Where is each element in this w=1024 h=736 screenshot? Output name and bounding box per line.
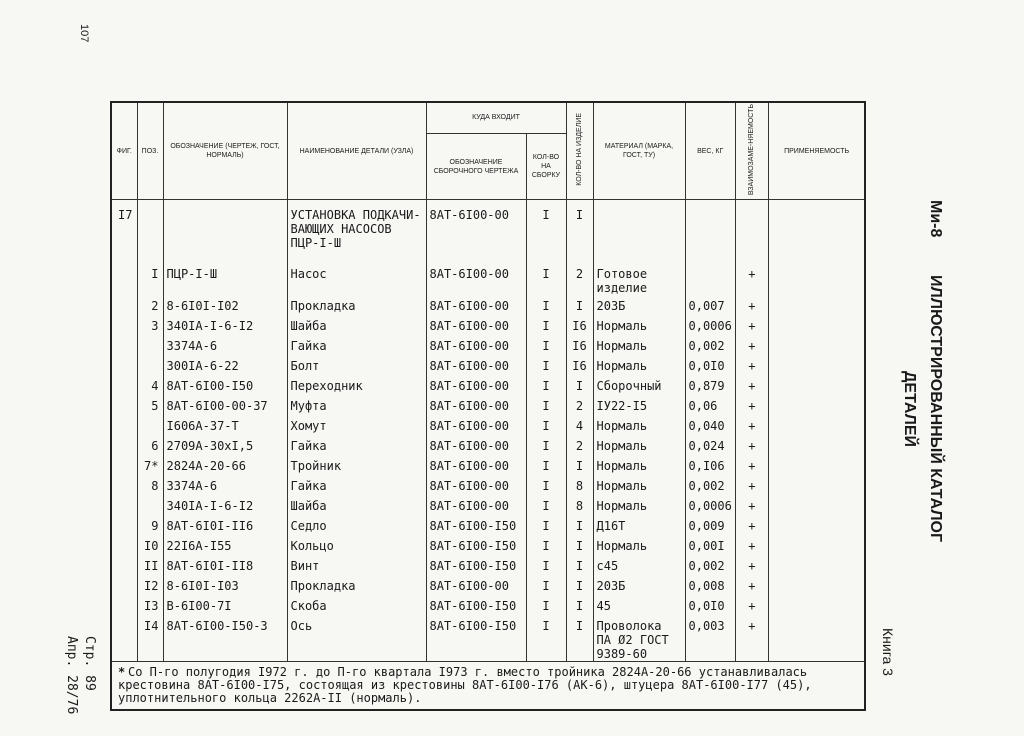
cell-weight: 0,040 xyxy=(685,417,735,437)
cell-applicability xyxy=(768,297,865,317)
cell-pos: 2 xyxy=(137,297,163,317)
page-number: 107 xyxy=(78,24,90,43)
cell-assembly: 8АТ-6I00-00 xyxy=(426,297,526,317)
cell-designation: 8-6I0I-I02 xyxy=(163,297,287,317)
parts-table xyxy=(110,101,866,711)
cell-pos: II xyxy=(137,557,163,577)
cell-qty-product: 4 xyxy=(566,417,593,437)
cell-pos: I2 xyxy=(137,577,163,597)
cell-material: Нормаль xyxy=(593,337,685,357)
cell-interchange: + xyxy=(735,417,768,437)
cell-qty-product: I6 xyxy=(566,337,593,357)
table-row xyxy=(111,577,865,597)
cell-interchange: + xyxy=(735,557,768,577)
cell-material: с45 xyxy=(593,557,685,577)
table-row xyxy=(111,457,865,477)
cell-qty-assembly: I xyxy=(526,597,566,617)
cell-qty-product: I6 xyxy=(566,357,593,377)
cell-designation: 8АТ-6I0I-II8 xyxy=(163,557,287,577)
cell-pos xyxy=(137,497,163,517)
cell-pos: 9 xyxy=(137,517,163,537)
table-row xyxy=(111,617,865,662)
cell-fig xyxy=(111,297,137,317)
footnote-mark: * xyxy=(118,665,126,680)
cell-interchange: + xyxy=(735,337,768,357)
cell-name: Седло xyxy=(287,517,426,537)
cell-assembly: 8АТ-6I00-00 xyxy=(426,265,526,297)
cell-assembly: 8АТ-6I00-00 xyxy=(426,317,526,337)
cell-name: Винт xyxy=(287,557,426,577)
cell-fig xyxy=(111,517,137,537)
cell-interchange: + xyxy=(735,437,768,457)
cell-name: Хомут xyxy=(287,417,426,437)
cell-material: Нормаль xyxy=(593,497,685,517)
header-interchange-label: ВЗАИМОЗАМЕ-НЯЕМОСТЬ xyxy=(748,104,756,196)
cell-applicability xyxy=(768,437,865,457)
cell-interchange: + xyxy=(735,517,768,537)
cell-assembly: 8АТ-6I00-00 xyxy=(426,397,526,417)
table-row xyxy=(111,377,865,397)
header-name: НАИМЕНОВАНИЕ ДЕТАЛИ (УЗЛА) xyxy=(287,102,426,200)
cell-weight: 0,00I xyxy=(685,537,735,557)
cell-qty-product: I xyxy=(566,617,593,662)
cell-pos: I xyxy=(137,265,163,297)
book-label: Книга 3 xyxy=(880,628,896,676)
cell-qty-assembly: I xyxy=(526,537,566,557)
cell-interchange: + xyxy=(735,477,768,497)
header-where-used: КУДА ВХОДИТ xyxy=(426,102,566,133)
table-row xyxy=(111,477,865,497)
side-title xyxy=(896,200,948,580)
header-interchange xyxy=(735,102,768,200)
cell-interchange: + xyxy=(735,577,768,597)
table-row xyxy=(111,557,865,577)
cell-name: Скоба xyxy=(287,597,426,617)
cell-weight: 0,0006 xyxy=(685,497,735,517)
cell-material: Д16Т xyxy=(593,517,685,537)
cell-interchange: + xyxy=(735,537,768,557)
cell-designation: ПЦР-I-Ш xyxy=(163,265,287,297)
cell-designation: 3374А-6 xyxy=(163,337,287,357)
cell-designation: 3374А-6 xyxy=(163,477,287,497)
table-row xyxy=(111,317,865,337)
cell-name: Шайба xyxy=(287,317,426,337)
header-weight: ВЕС, КГ xyxy=(685,102,735,200)
cell-qty-product: I6 xyxy=(566,317,593,337)
cell-fig xyxy=(111,377,137,397)
cell-applicability xyxy=(768,357,865,377)
cell-qty-product: I xyxy=(566,557,593,577)
cell-fig xyxy=(111,437,137,457)
cell-weight: 0,003 xyxy=(685,617,735,662)
cell-fig xyxy=(111,457,137,477)
cell-designation: 22I6А-I55 xyxy=(163,537,287,557)
cell-interchange: + xyxy=(735,457,768,477)
cell-applicability xyxy=(768,397,865,417)
cell-interchange: + xyxy=(735,265,768,297)
cell-material: 45 xyxy=(593,597,685,617)
cell-weight: 0,002 xyxy=(685,477,735,497)
cell-name: Гайка xyxy=(287,337,426,357)
cell-qty-product: I xyxy=(566,297,593,317)
cell-fig xyxy=(111,417,137,437)
cell-name: Тройник xyxy=(287,457,426,477)
cell-qty-assembly: I xyxy=(526,377,566,397)
cell-assembly: 8АТ-6I00-00 xyxy=(426,417,526,437)
cell-fig xyxy=(111,477,137,497)
cell-interchange: + xyxy=(735,357,768,377)
cell-qty-assembly: I xyxy=(526,297,566,317)
cell-pos xyxy=(137,417,163,437)
table-row xyxy=(111,265,865,297)
cell-interchange xyxy=(735,200,768,266)
cell-qty-assembly: I xyxy=(526,557,566,577)
table-row xyxy=(111,437,865,457)
footnote-text: Со П-го полугодия I972 г. до П-го квартала I973 г. вместо тройника 2824А-20-66 устанавливалась крестовина 8АТ-6I00-I75, состоящая из крестовины 8АТ-6I00-I76 (АК-6), штуцера 8АТ-6I00-I77 (45), уплотнительного кольца 2262А-II (нормаль). xyxy=(118,665,812,706)
cell-weight: 0,002 xyxy=(685,557,735,577)
table-row xyxy=(111,497,865,517)
cell-name: Прокладка xyxy=(287,297,426,317)
cell-pos xyxy=(137,200,163,266)
cell-weight: 0,002 xyxy=(685,337,735,357)
header-fig: ФИГ. xyxy=(111,102,137,200)
side-title-catalog: ИЛЛЮСТРИРОВАННЫЙ КАТАЛОГ ДЕТАЛЕЙ xyxy=(901,275,944,543)
cell-assembly: 8АТ-6I00-00 xyxy=(426,457,526,477)
cell-assembly: 8АТ-6I00-I50 xyxy=(426,517,526,537)
cell-pos: I3 xyxy=(137,597,163,617)
cell-applicability xyxy=(768,517,865,537)
cell-applicability xyxy=(768,457,865,477)
cell-weight: 0,007 xyxy=(685,297,735,317)
cell-qty-assembly: I xyxy=(526,357,566,377)
cell-qty-assembly: I xyxy=(526,317,566,337)
header-pos: ПОЗ. xyxy=(137,102,163,200)
footnote xyxy=(111,662,865,711)
cell-designation: 2824А-20-66 xyxy=(163,457,287,477)
cell-applicability xyxy=(768,417,865,437)
cell-applicability xyxy=(768,265,865,297)
table-row xyxy=(111,597,865,617)
cell-qty-assembly: I xyxy=(526,265,566,297)
cell-fig xyxy=(111,265,137,297)
table-row xyxy=(111,537,865,557)
cell-material: Сборочный xyxy=(593,377,685,397)
cell-name: УСТАНОВКА ПОДКАЧИ-ВАЮЩИХ НАСОСОВ ПЦР-I-Ш xyxy=(287,200,426,266)
cell-interchange: + xyxy=(735,397,768,417)
cell-qty-assembly: I xyxy=(526,517,566,537)
cell-fig: I7 xyxy=(111,200,137,266)
cell-pos xyxy=(137,337,163,357)
footnote-row xyxy=(111,662,865,711)
cell-designation: 300IА-6-22 xyxy=(163,357,287,377)
cell-designation: 8АТ-6I00-I50 xyxy=(163,377,287,397)
cell-assembly: 8АТ-6I00-I50 xyxy=(426,537,526,557)
cell-qty-product: I xyxy=(566,377,593,397)
cell-weight: 0,024 xyxy=(685,437,735,457)
cell-name: Насос xyxy=(287,265,426,297)
cell-applicability xyxy=(768,617,865,662)
parts-table-body xyxy=(111,200,865,711)
cell-applicability xyxy=(768,597,865,617)
cell-applicability xyxy=(768,477,865,497)
cell-assembly: 8АТ-6I00-00 xyxy=(426,377,526,397)
cell-pos: 6 xyxy=(137,437,163,457)
cell-qty-assembly: I xyxy=(526,200,566,266)
cell-name: Ось xyxy=(287,617,426,662)
cell-applicability xyxy=(768,497,865,517)
cell-material: Проволока ПА Ø2 ГОСТ 9389-60 xyxy=(593,617,685,662)
page-ref-date: Апр. 28/76 xyxy=(64,636,79,715)
cell-applicability xyxy=(768,577,865,597)
cell-qty-assembly: I xyxy=(526,417,566,437)
cell-pos: I0 xyxy=(137,537,163,557)
cell-material: IУ22-I5 xyxy=(593,397,685,417)
cell-material: Нормаль xyxy=(593,357,685,377)
cell-material: 203Б xyxy=(593,297,685,317)
cell-qty-assembly: I xyxy=(526,477,566,497)
cell-pos: 8 xyxy=(137,477,163,497)
cell-qty-assembly: I xyxy=(526,457,566,477)
cell-interchange: + xyxy=(735,597,768,617)
cell-material: Нормаль xyxy=(593,417,685,437)
cell-weight: 0,06 xyxy=(685,397,735,417)
cell-fig xyxy=(111,557,137,577)
cell-interchange: + xyxy=(735,317,768,337)
cell-name: Прокладка xyxy=(287,577,426,597)
cell-qty-product: I xyxy=(566,457,593,477)
cell-weight: 0,0006 xyxy=(685,317,735,337)
cell-applicability xyxy=(768,377,865,397)
cell-designation xyxy=(163,200,287,266)
cell-assembly: 8АТ-6I00-00 xyxy=(426,477,526,497)
cell-material: Нормаль xyxy=(593,437,685,457)
cell-fig xyxy=(111,497,137,517)
cell-name: Переходник xyxy=(287,377,426,397)
page-ref xyxy=(62,636,98,714)
cell-interchange: + xyxy=(735,497,768,517)
cell-fig xyxy=(111,537,137,557)
cell-assembly: 8АТ-6I00-I50 xyxy=(426,617,526,662)
cell-qty-product: 2 xyxy=(566,437,593,457)
cell-designation: 8АТ-6I00-I50-3 xyxy=(163,617,287,662)
cell-material: Нормаль xyxy=(593,457,685,477)
cell-designation: 340IА-I-6-I2 xyxy=(163,317,287,337)
cell-assembly: 8АТ-6I00-00 xyxy=(426,577,526,597)
cell-interchange: + xyxy=(735,297,768,317)
cell-assembly: 8АТ-6I00-00 xyxy=(426,497,526,517)
cell-name: Гайка xyxy=(287,477,426,497)
cell-name: Муфта xyxy=(287,397,426,417)
cell-weight: 0,009 xyxy=(685,517,735,537)
table-row xyxy=(111,200,865,266)
table-row xyxy=(111,357,865,377)
cell-pos: 7* xyxy=(137,457,163,477)
cell-weight: 0,879 xyxy=(685,377,735,397)
cell-material: Нормаль xyxy=(593,477,685,497)
cell-fig xyxy=(111,337,137,357)
cell-weight xyxy=(685,200,735,266)
header-qty-product-label: КОЛ-ВО НА ИЗДЕЛИЕ xyxy=(576,113,583,186)
cell-qty-product: 8 xyxy=(566,497,593,517)
cell-interchange: + xyxy=(735,617,768,662)
cell-qty-assembly: I xyxy=(526,337,566,357)
cell-fig xyxy=(111,617,137,662)
cell-assembly: 8АТ-6I00-00 xyxy=(426,357,526,377)
cell-designation: 340IА-I-6-I2 xyxy=(163,497,287,517)
cell-material: Нормаль xyxy=(593,317,685,337)
table-row xyxy=(111,397,865,417)
cell-qty-product: I xyxy=(566,577,593,597)
cell-fig xyxy=(111,317,137,337)
cell-weight: 0,I06 xyxy=(685,457,735,477)
cell-material: 203Б xyxy=(593,577,685,597)
cell-name: Кольцо xyxy=(287,537,426,557)
cell-designation: I606А-37-Т xyxy=(163,417,287,437)
header-designation: ОБОЗНАЧЕНИЕ (ЧЕРТЕЖ, ГОСТ, НОРМАЛЬ) xyxy=(163,102,287,200)
page-ref-page: Стр. 89 xyxy=(82,636,97,691)
cell-applicability xyxy=(768,200,865,266)
cell-qty-product: 2 xyxy=(566,265,593,297)
cell-qty-product: I xyxy=(566,517,593,537)
header-applicability: ПРИМЕНЯЕМОСТЬ xyxy=(768,102,865,200)
side-title-model: Ми-8 xyxy=(927,200,944,238)
cell-designation: 8АТ-6I00-00-37 xyxy=(163,397,287,417)
cell-applicability xyxy=(768,337,865,357)
cell-qty-assembly: I xyxy=(526,577,566,597)
cell-fig xyxy=(111,597,137,617)
cell-pos: 5 xyxy=(137,397,163,417)
cell-qty-product: 8 xyxy=(566,477,593,497)
cell-fig xyxy=(111,357,137,377)
cell-qty-assembly: I xyxy=(526,617,566,662)
cell-weight: 0,0I0 xyxy=(685,597,735,617)
cell-qty-product: I xyxy=(566,597,593,617)
cell-assembly: 8АТ-6I00-00 xyxy=(426,437,526,457)
cell-weight xyxy=(685,265,735,297)
cell-qty-product: I xyxy=(566,200,593,266)
cell-designation: 2709А-30хI,5 xyxy=(163,437,287,457)
header-assembly-drawing: ОБОЗНАЧЕНИЕ СБОРОЧНОГО ЧЕРТЕЖА xyxy=(426,133,526,199)
cell-material: Нормаль xyxy=(593,537,685,557)
cell-interchange: + xyxy=(735,377,768,397)
cell-qty-product: 2 xyxy=(566,397,593,417)
cell-name: Болт xyxy=(287,357,426,377)
cell-weight: 0,0I0 xyxy=(685,357,735,377)
cell-pos: 4 xyxy=(137,377,163,397)
table-row xyxy=(111,297,865,317)
cell-qty-assembly: I xyxy=(526,397,566,417)
cell-name: Шайба xyxy=(287,497,426,517)
table-row xyxy=(111,517,865,537)
cell-applicability xyxy=(768,537,865,557)
cell-designation: В-6I00-7I xyxy=(163,597,287,617)
cell-assembly: 8АТ-6I00-00 xyxy=(426,200,526,266)
cell-weight: 0,008 xyxy=(685,577,735,597)
cell-assembly: 8АТ-6I00-I50 xyxy=(426,557,526,577)
cell-assembly: 8АТ-6I00-I50 xyxy=(426,597,526,617)
cell-applicability xyxy=(768,557,865,577)
header-material: МАТЕРИАЛ (МАРКА, ГОСТ, ТУ) xyxy=(593,102,685,200)
cell-qty-product: I xyxy=(566,537,593,557)
cell-qty-assembly: I xyxy=(526,497,566,517)
cell-pos xyxy=(137,357,163,377)
cell-assembly: 8АТ-6I00-00 xyxy=(426,337,526,357)
cell-pos: 3 xyxy=(137,317,163,337)
header-qty-product xyxy=(566,102,593,200)
cell-pos: I4 xyxy=(137,617,163,662)
cell-fig xyxy=(111,577,137,597)
cell-applicability xyxy=(768,317,865,337)
table-row xyxy=(111,417,865,437)
header-qty-assembly: КОЛ-ВО НА СБОРКУ xyxy=(526,133,566,199)
cell-material: Готовое изделие xyxy=(593,265,685,297)
cell-name: Гайка xyxy=(287,437,426,457)
cell-designation: 8АТ-6I0I-II6 xyxy=(163,517,287,537)
table-row xyxy=(111,337,865,357)
cell-material xyxy=(593,200,685,266)
cell-designation: 8-6I0I-I03 xyxy=(163,577,287,597)
cell-qty-assembly: I xyxy=(526,437,566,457)
cell-fig xyxy=(111,397,137,417)
